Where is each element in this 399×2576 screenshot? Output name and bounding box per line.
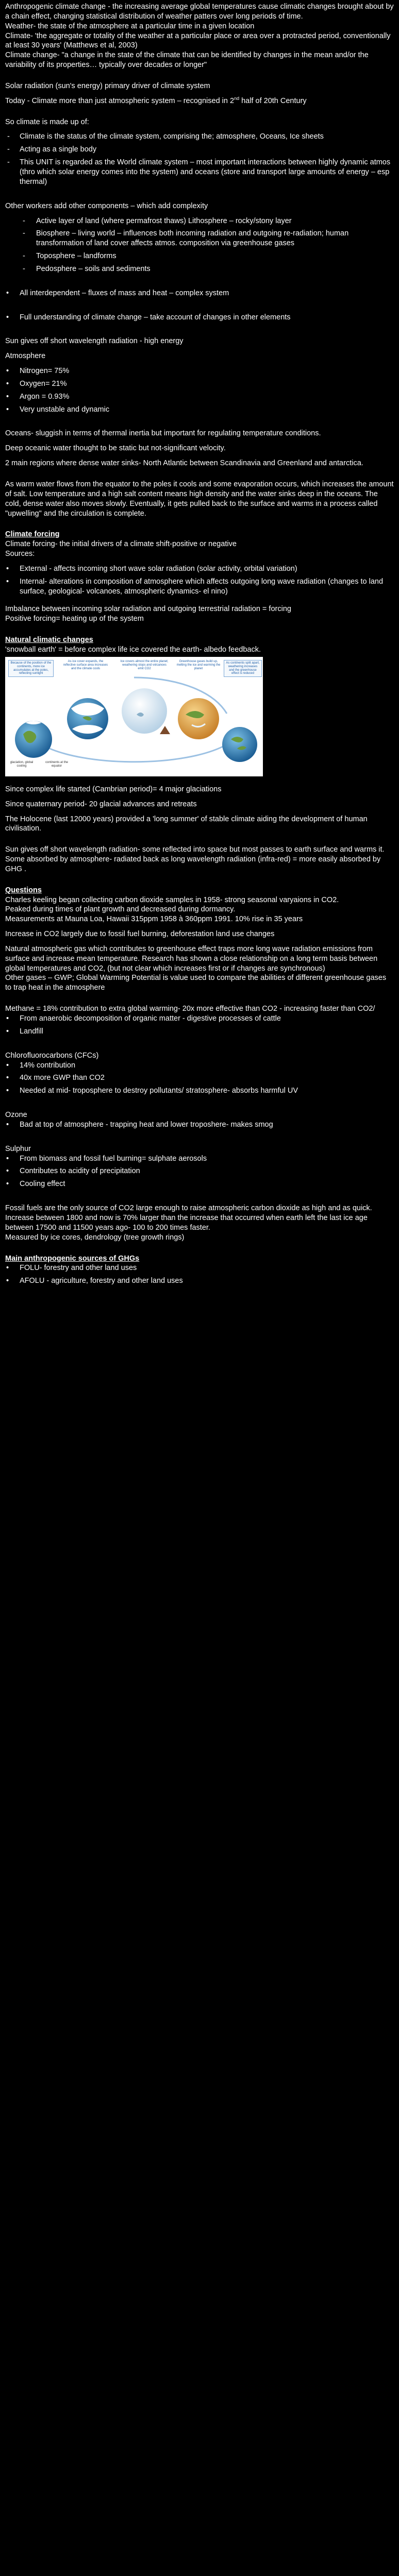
globe-4 bbox=[178, 698, 219, 739]
ozone-heading: Ozone bbox=[5, 1111, 27, 1120]
climate-definition: Climate- 'the aggregate or totality of the weather at a particular place or area over a protracted period, conventionally at least 30 years' (Matthews et al, 2003) bbox=[5, 31, 391, 50]
climate-change-definition: Climate change- "a change in the state of the climate that can be identified by changes in the mean and/or the variability of its properties… typically over decades or longer" bbox=[5, 51, 369, 70]
imbalance-text: Imbalance between incoming solar radiation and outgoing terrestrial radiation = forcing bbox=[5, 605, 291, 614]
diagram-label-5: As continents split apart, weathering increases and the greenhouse effect is reduced bbox=[224, 660, 262, 677]
weather-definition: Weather- the state of the atmosphere at a particular time in a given location bbox=[5, 22, 255, 30]
keeling-text: Charles keeling began collecting carbon dioxide samples in 1958- strong seasonal varyaions in CO2. bbox=[5, 895, 339, 904]
atmosphere-label: Atmosphere bbox=[5, 352, 46, 361]
measured-by-text: Measured by ice cores, dendrology (tree growth rings) bbox=[5, 1233, 185, 1242]
natural-gas-text: Natural atmospheric gas which contributes to greenhouse effect traps more long wave radiation emissions from surface and increase mean temperature. Research has shown a close relationship on a long term basis between global temperatures and CO2, (but not clear which increases first or if changes are synchronous) bbox=[5, 944, 378, 973]
co2-increase-text: Increase in CO2 largely due to fossil fuel burning, deforestation land use changes bbox=[5, 930, 275, 939]
list-item: • Full understanding of climate change – take account of changes in other elements bbox=[5, 313, 394, 323]
peak-text: Peaked during times of plant growth and decreased during dormancy. bbox=[5, 905, 236, 914]
sulphur-list bbox=[5, 1154, 394, 1190]
forcing-sources-list bbox=[5, 564, 394, 597]
full-understanding-list bbox=[5, 313, 394, 323]
ozone-list bbox=[5, 1120, 394, 1130]
list-item: - Climate is the status of the climate system, comprising the; atmosphere, Oceans, Ice sheets bbox=[5, 132, 394, 142]
holocene-text: The Holocene (last 12000 years) provided a 'long summer' of stable climate aiding the development of human civilisation. bbox=[5, 815, 368, 833]
list-item: • Internal- alterations in composition of atmosphere which affects outgoing long wave radiation (changes to land surface, geological- volcanoes, atmospheric dynamics- el nino) bbox=[5, 577, 394, 597]
intro-definition: Anthropogenic climate change - the increasing average global temperatures cause climatic changes brought about by a chain effect, changing statistical distribution of weather patters over long periods of time. bbox=[5, 3, 394, 21]
list-item: • 40x more GWP than CO2 bbox=[5, 1073, 394, 1083]
list-item: - Pedosphere – soils and sediments bbox=[5, 264, 394, 274]
today-text: Today - Climate more than just atmospheric system – recognised in 2nd half of 20th Century bbox=[5, 95, 307, 105]
fossil-fuels-text: Fossil fuels are the only source of CO2 large enough to raise atmospheric carbon dioxide as high and as quick. Increase between 1800 and now is 70% larger than the increase that occurred when earth left the last ice age between 17500 and 11500 years ago- 100 to 200 times faster. bbox=[5, 1204, 372, 1232]
list-item: • Oxygen= 21% bbox=[5, 379, 394, 389]
climate-made-of-text: So climate is made up of: bbox=[5, 117, 89, 126]
list-item: • Bad at top of atmosphere - trapping heat and lower troposhere- makes smog bbox=[5, 1120, 394, 1130]
natural-changes-heading: Natural climatic changes bbox=[5, 636, 93, 645]
oceans-text-2: Deep oceanic water thought to be static but not-significant velocity. bbox=[5, 444, 226, 453]
list-item: • AFOLU - agriculture, forestry and other land uses bbox=[5, 1276, 394, 1286]
interdependent-list bbox=[5, 289, 394, 298]
snowball-earth-diagram bbox=[5, 657, 263, 776]
diagram-label-continents: continents at the equator bbox=[45, 760, 69, 768]
sulphur-heading: Sulphur bbox=[5, 1144, 31, 1153]
mauna-loa-text: Measurements at Mauna Loa, Hawaii 315ppm 1958 à 360ppm 1991. 10% rise in 35 years bbox=[5, 915, 303, 924]
globe-1 bbox=[15, 721, 52, 758]
list-item: • All interdependent – fluxes of mass and heat – complex system bbox=[5, 289, 394, 298]
cfcs-list bbox=[5, 1061, 394, 1096]
diagram-label-1: Because of the position of the continents, more ice accumulates at the poles, reflecting sunlight bbox=[8, 660, 54, 677]
climate-made-of-list bbox=[5, 132, 394, 187]
diagram-label-2: As ice cover expands, the reflective surface area increases and the climate cools bbox=[63, 659, 108, 670]
globe-3 bbox=[122, 688, 167, 734]
list-item: - Acting as a single body bbox=[5, 145, 394, 155]
globe-5 bbox=[222, 727, 257, 762]
components-intro: Other workers add other components – which add complexity bbox=[5, 201, 208, 210]
sources-label: Sources: bbox=[5, 550, 35, 558]
climate-forcing-heading: Climate forcing bbox=[5, 530, 60, 539]
list-item: • Cooling effect bbox=[5, 1179, 394, 1189]
ghg-sources-list bbox=[5, 1263, 394, 1286]
solar-radiation-text: Solar radiation (sun's energy) primary driver of climate system bbox=[5, 81, 210, 90]
list-item: • Nitrogen= 75% bbox=[5, 366, 394, 376]
glaciations-text: Since complex life started (Cambrian period)= 4 major glaciations bbox=[5, 785, 222, 793]
gwp-text: Other gases – GWP; Global Warming Potential is value used to compare the abilities of different greenhouse gases to trap heat in the atmosphere bbox=[5, 974, 387, 992]
list-item: - Biosphere – living world – influences both incoming radiation and outgoing re-radiation; human transformation of land cover affects atmos. composition via greenhouse gases bbox=[5, 229, 394, 248]
oceans-text-3: 2 main regions where dense water sinks- North Atlantic between Scandinavia and Greenland and antarctica. bbox=[5, 459, 363, 468]
questions-heading: Questions bbox=[5, 886, 42, 894]
oceans-text-4: As warm water flows from the equator to the poles it cools and some evaporation occurs, which increases the amount of salt. Low temperature and a high salt content means high density and the water sinks deep in the oceans. The cold, dense water also moves slowly. Eventually, it gets pulled back to the surface and warms in a process called "upwelling" and the circulation is complete. bbox=[5, 480, 394, 518]
list-item: • From biomass and fossil fuel burning= sulphate aerosols bbox=[5, 1154, 394, 1164]
oceans-text-1: Oceans- sluggish in terms of thermal inertia but important for regulating temperature conditions. bbox=[5, 429, 321, 438]
list-item: - Active layer of land (where permafrost thaws) Lithosphere – rocky/stony layer bbox=[5, 216, 394, 226]
list-item: • FOLU- forestry and other land uses bbox=[5, 1263, 394, 1273]
list-item: • 14% contribution bbox=[5, 1061, 394, 1071]
positive-forcing-text: Positive forcing= heating up of the system bbox=[5, 615, 144, 623]
diagram-label-4: Greenhouse gases build up, melting the ice and warming the planet bbox=[176, 659, 221, 670]
list-item: - Toposphere – landforms bbox=[5, 251, 394, 261]
diagram-label-glaciation: glaciation, global cooling bbox=[10, 760, 34, 768]
quaternary-text: Since quaternary period- 20 glacial advances and retreats bbox=[5, 800, 197, 808]
list-item: • Needed at mid- troposphere to destroy pollutants/ stratosphere- absorbs harmful UV bbox=[5, 1086, 394, 1096]
forcing-definition: Climate forcing- the initial drivers of a climate shift-positive or negative bbox=[5, 540, 237, 549]
gases-list bbox=[5, 366, 394, 414]
methane-text: Methane = 18% contribution to extra global warming- 20x more effective than CO2 - increasing faster than CO2/ bbox=[5, 1005, 375, 1013]
list-item: - This UNIT is regarded as the World climate system – most important interactions between highly dynamic atmos (thro which solar energy comes into the system) and oceans (store and transport large amounts of energy – esp thermal) bbox=[5, 158, 394, 187]
list-item: • External - affects incoming short wave solar radiation (solar activity, orbital variation) bbox=[5, 564, 394, 574]
methane-list bbox=[5, 1014, 394, 1037]
list-item: • Landfill bbox=[5, 1027, 394, 1037]
components-list bbox=[5, 216, 394, 274]
snowball-earth-text: 'snowball earth' = before complex life ice covered the earth- albedo feedback. bbox=[5, 645, 261, 654]
list-item: • Contributes to acidity of precipitation bbox=[5, 1166, 394, 1176]
list-item: • Argon = 0.93% bbox=[5, 392, 394, 402]
notes-document bbox=[0, 0, 399, 1286]
ghg-sources-heading: Main anthropogenic sources of GHGs bbox=[5, 1254, 140, 1263]
list-item: • Very unstable and dynamic bbox=[5, 405, 394, 415]
list-item: • From anaerobic decomposition of organic matter - digestive processes of cattle bbox=[5, 1014, 394, 1024]
cfcs-heading: Chlorofluorocarbons (CFCs) bbox=[5, 1051, 99, 1060]
globe-2 bbox=[67, 698, 108, 739]
sun-radiation-text: Sun gives off short wavelength radiation - high energy bbox=[5, 337, 184, 346]
wavelength-text: Sun gives off short wavelength radiation- some reflected into space but most passes to earth surface and warms it. Some absorbed by atmosphere- radiated back as long wavelength radiation (infra-red) = more easily absorbed by GHG . bbox=[5, 845, 385, 873]
diagram-label-3: Ice covers almost the entire planet; weathering stops and volcanoes emit CO2 bbox=[120, 659, 169, 670]
